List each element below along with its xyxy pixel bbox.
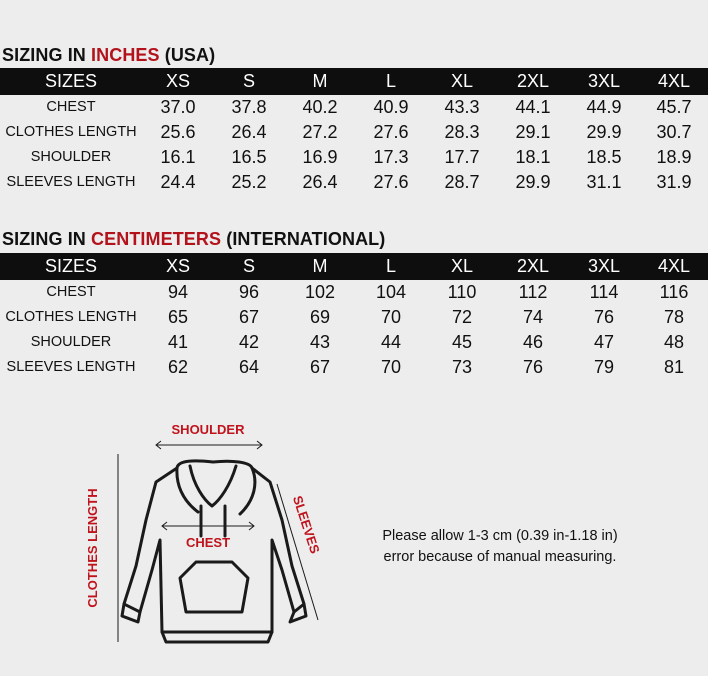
table-cell: 28.3 <box>444 122 480 142</box>
table-cell: 65 <box>167 307 189 327</box>
table-cell: 40.2 <box>302 97 338 117</box>
header-cell: SIZES <box>0 68 142 95</box>
table-cell: 62 <box>167 357 189 377</box>
sleeves-label: SLEEVES <box>289 493 323 556</box>
table-cell: 44 <box>380 332 402 352</box>
header-cell: SIZES <box>0 253 142 280</box>
table-cell: 26.4 <box>302 172 338 192</box>
table-cell: 27.6 <box>373 122 409 142</box>
inches-title-suffix: (USA) <box>159 45 216 65</box>
table-row <box>0 145 708 170</box>
table-row <box>0 330 708 355</box>
inches-size-table <box>0 68 708 195</box>
table-cell: 42 <box>238 332 260 352</box>
centimeters-title-prefix: SIZING IN <box>2 229 92 249</box>
table-cell: 70 <box>380 307 402 327</box>
centimeters-section-title <box>2 229 385 250</box>
chest-label: CHEST <box>185 535 231 550</box>
header-cell: XL <box>426 253 498 280</box>
header-cell: 3XL <box>568 253 640 280</box>
inches-title-prefix: SIZING IN <box>2 45 92 65</box>
table-cell: 43.3 <box>444 97 480 117</box>
inches-header-row <box>0 68 708 95</box>
table-cell: 67 <box>309 357 331 377</box>
header-cell: S <box>214 253 284 280</box>
table-cell: 104 <box>375 282 407 302</box>
table-cell: 70 <box>380 357 402 377</box>
table-cell: 72 <box>451 307 473 327</box>
header-cell: XS <box>142 68 214 95</box>
header-cell: M <box>284 253 356 280</box>
table-cell: 27.2 <box>302 122 338 142</box>
table-cell: 47 <box>593 332 615 352</box>
table-cell: 27.6 <box>373 172 409 192</box>
table-cell: 94 <box>167 282 189 302</box>
clothes-length-label: CLOTHES LENGTH <box>85 488 100 608</box>
table-cell: 31.9 <box>656 172 692 192</box>
table-cell: 37.8 <box>231 97 267 117</box>
table-cell: 64 <box>238 357 260 377</box>
centimeters-size-table <box>0 253 708 380</box>
table-cell: 76 <box>522 357 544 377</box>
table-row <box>0 120 708 145</box>
table-cell: 40.9 <box>373 97 409 117</box>
table-cell: 74 <box>522 307 544 327</box>
table-cell: 29.9 <box>586 122 622 142</box>
row-label: SLEEVES LENGTH <box>6 174 136 190</box>
table-cell: 25.2 <box>231 172 267 192</box>
table-cell: 30.7 <box>656 122 692 142</box>
table-row <box>0 95 708 120</box>
inches-section-title <box>2 45 215 66</box>
header-cell: XL <box>426 68 498 95</box>
note-line-2: error because of manual measuring. <box>383 549 617 565</box>
table-cell: 29.9 <box>515 172 551 192</box>
header-cell: S <box>214 68 284 95</box>
table-cell: 17.7 <box>444 147 480 167</box>
row-label: SHOULDER <box>30 149 112 165</box>
table-row <box>0 280 708 305</box>
table-cell: 29.1 <box>515 122 551 142</box>
header-cell: 2XL <box>498 253 568 280</box>
table-cell: 69 <box>309 307 331 327</box>
table-cell: 45.7 <box>656 97 692 117</box>
table-cell: 37.0 <box>160 97 196 117</box>
table-cell: 16.9 <box>302 147 338 167</box>
table-cell: 26.4 <box>231 122 267 142</box>
table-cell: 48 <box>663 332 685 352</box>
centimeters-header-row <box>0 253 708 280</box>
table-cell: 81 <box>663 357 685 377</box>
table-cell: 102 <box>304 282 336 302</box>
shoulder-measure-line <box>156 441 262 449</box>
shoulder-label: SHOULDER <box>171 422 245 437</box>
row-label: SLEEVES LENGTH <box>6 359 136 375</box>
table-cell: 28.7 <box>444 172 480 192</box>
header-cell: 2XL <box>498 68 568 95</box>
table-cell: 96 <box>238 282 260 302</box>
table-cell: 114 <box>589 282 619 302</box>
table-cell: 25.6 <box>160 122 196 142</box>
centimeters-title-accent: CENTIMETERS <box>91 229 222 249</box>
table-cell: 31.1 <box>586 172 622 192</box>
table-cell: 16.5 <box>231 147 267 167</box>
table-cell: 46 <box>522 332 544 352</box>
table-cell: 45 <box>451 332 473 352</box>
table-cell: 18.5 <box>586 147 622 167</box>
row-label: CHEST <box>46 284 96 300</box>
table-cell: 17.3 <box>373 147 409 167</box>
table-cell: 110 <box>447 282 477 302</box>
header-cell: L <box>356 68 426 95</box>
table-cell: 112 <box>518 282 548 302</box>
table-cell: 43 <box>309 332 331 352</box>
inches-title-accent: INCHES <box>91 45 160 65</box>
header-cell: 3XL <box>568 68 640 95</box>
table-cell: 41 <box>167 332 189 352</box>
centimeters-title-suffix: (INTERNATIONAL) <box>221 229 386 249</box>
table-cell: 44.1 <box>515 97 551 117</box>
table-cell: 76 <box>593 307 615 327</box>
row-label: CLOTHES LENGTH <box>5 309 137 325</box>
table-cell: 44.9 <box>586 97 622 117</box>
table-cell: 79 <box>593 357 615 377</box>
chest-measure-line <box>162 522 254 530</box>
note-line-1: Please allow 1-3 cm (0.39 in-1.18 in) <box>382 528 618 544</box>
header-cell: L <box>356 253 426 280</box>
table-cell: 18.1 <box>515 147 551 167</box>
header-cell: XS <box>142 253 214 280</box>
header-cell: 4XL <box>640 68 708 95</box>
table-cell: 116 <box>659 282 689 302</box>
row-label: SHOULDER <box>30 334 112 350</box>
table-cell: 67 <box>238 307 260 327</box>
table-row <box>0 170 708 195</box>
table-cell: 78 <box>663 307 685 327</box>
table-cell: 16.1 <box>160 147 196 167</box>
table-cell: 73 <box>451 357 473 377</box>
table-row <box>0 355 708 380</box>
header-cell: M <box>284 68 356 95</box>
row-label: CHEST <box>46 99 96 115</box>
table-cell: 18.9 <box>656 147 692 167</box>
table-row <box>0 305 708 330</box>
measurement-note <box>300 526 700 568</box>
row-label: CLOTHES LENGTH <box>5 124 137 140</box>
table-cell: 24.4 <box>160 172 196 192</box>
header-cell: 4XL <box>640 253 708 280</box>
